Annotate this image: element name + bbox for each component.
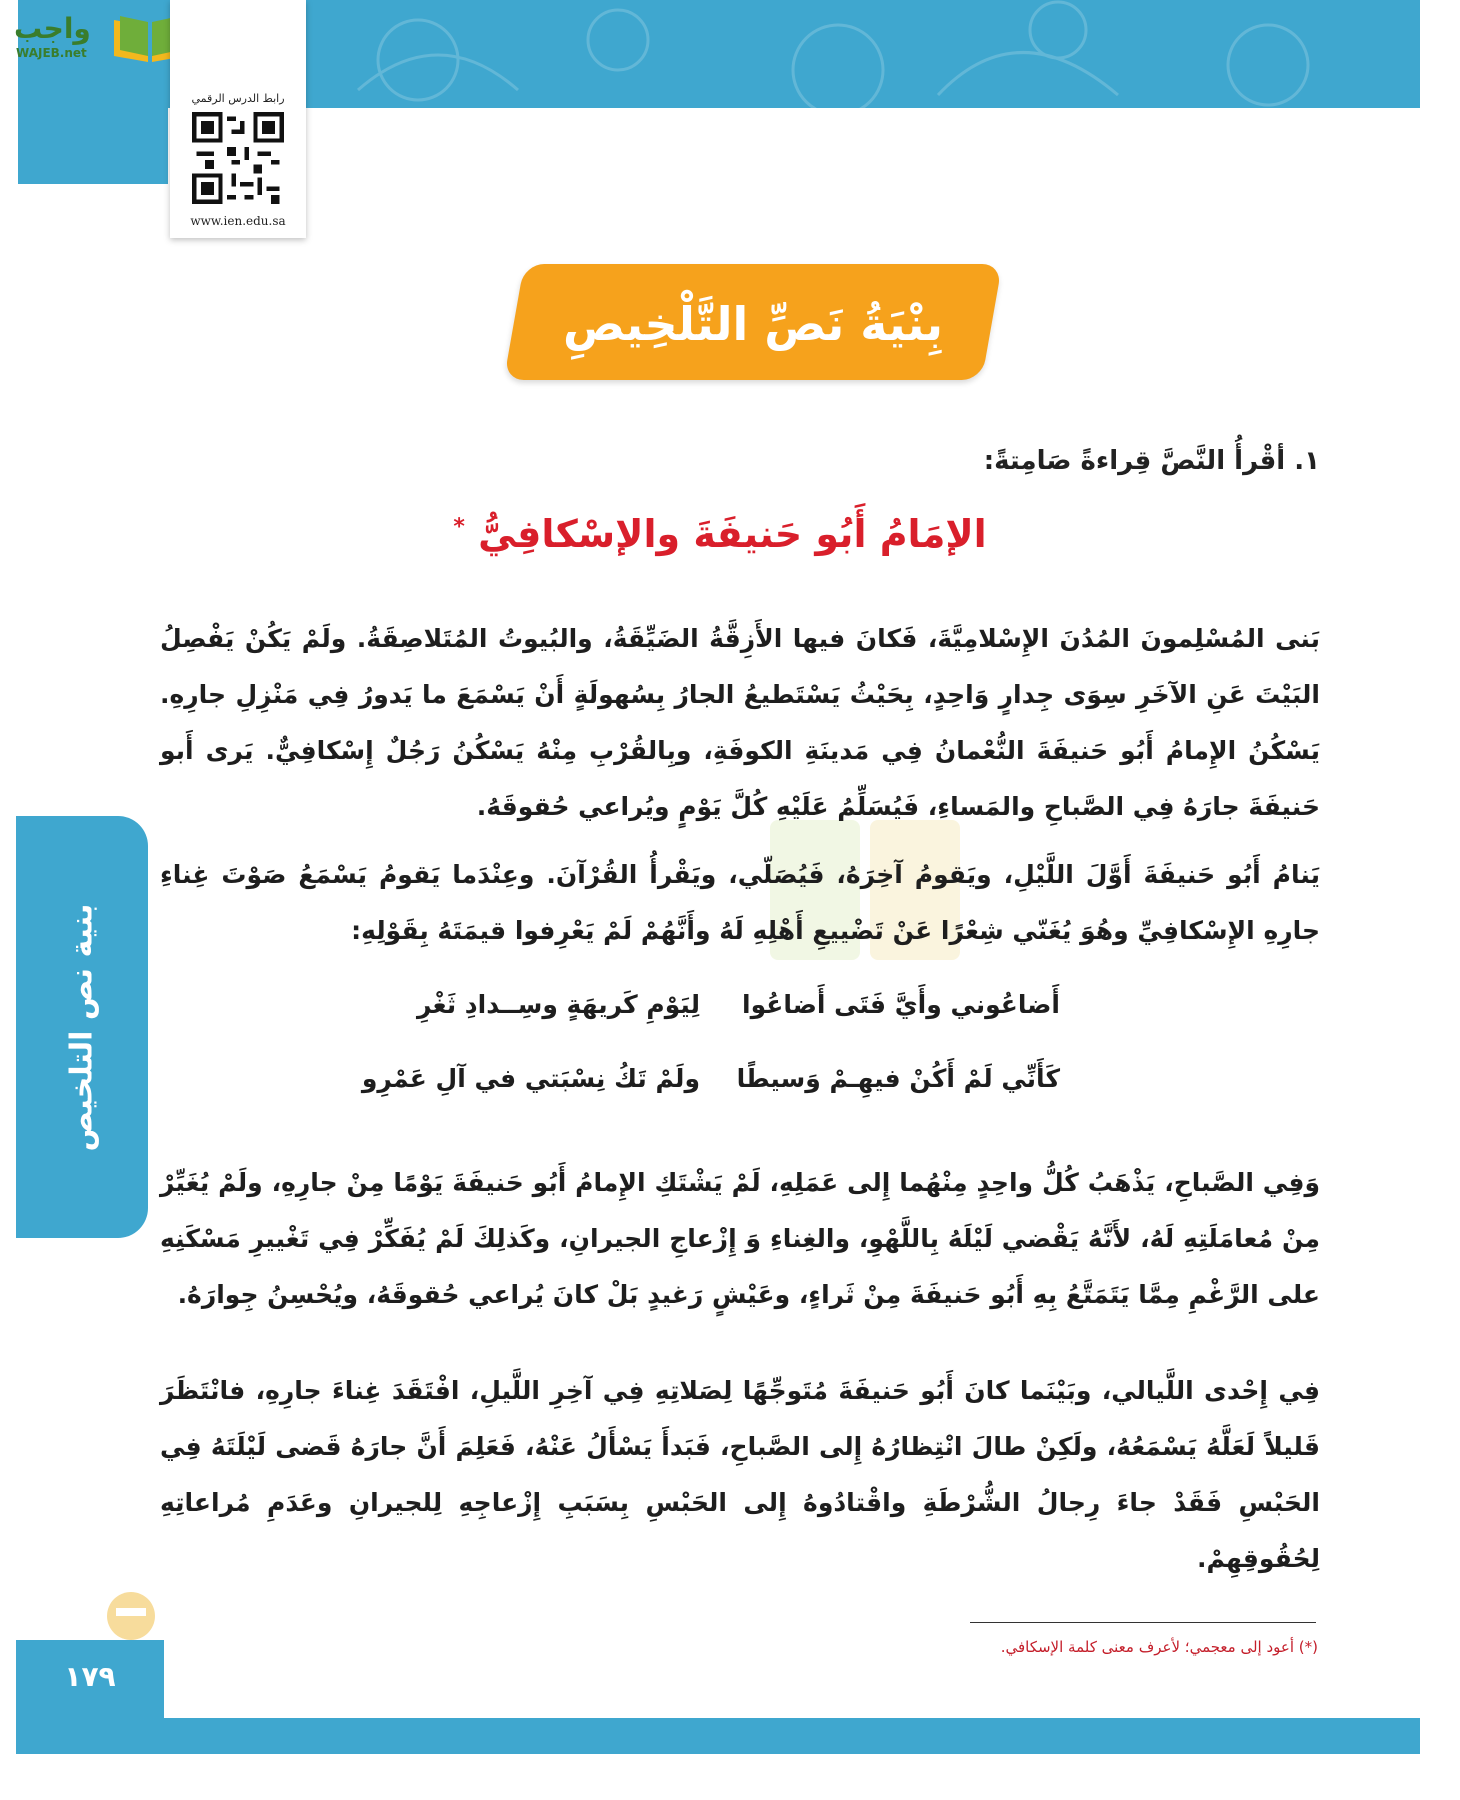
- paragraph-2: يَنامُ أَبُو حَنيفَةَ أَوَّلَ اللَّيْلِ، ويَقومُ آخِرَهُ، فَيُصَلّي، ويَقْرأُ القُرْآنَ. وعِنْدَما يَقومُ يَسْمَعُ صَوْتَ غِناءِ جارِهِ الإِسْكافِيِّ وهُوَ يُغَنّي شِعْرًا عَنْ تَضْييعِ أَهْلِهِ لَهُ وأَنَّهُمْ لَمْ يَعْرِفوا قيمَتَهُ بِقَوْلِهِ:: [160, 860, 1320, 945]
- publisher-icon: [96, 1578, 166, 1644]
- verse-2-second-half: ولَمْ تَكُ نِسْبَتي في آلِ عَمْرِو: [361, 1064, 700, 1093]
- verse-1-first-half: أَضاعُوني وأَيَّ فَتَى أَضاعُوا: [742, 990, 1060, 1019]
- story-heading: [360, 512, 1080, 556]
- side-tab-label-wrap: [16, 816, 148, 1238]
- page-number: ١٧٩: [64, 1660, 116, 1693]
- decorative-pattern: [318, 0, 1418, 108]
- paragraph-3: وَفِي الصَّباحِ، يَذْهَبُ كُلُّ واحِدٍ مِنْهُما إِلى عَمَلِهِ، لَمْ يَشْتَكِ الإِمامُ أَبُو حَنيفَةَ يَوْمًا مِنْ جارِهِ، ولَمْ يُغَيِّرْ مِنْ مُعامَلَتِهِ لَهُ، لأَنَّهُ يَقْضي لَيْلَهُ بِاللَّهْوِ، والغِناءِ وَ إِزْعاجِ الجيرانِ، وكَذلِكَ لَمْ يُفَكِّرْ فِي تَغْييرِ مَسْكَنِهِ على الرَّغْمِ مِمَّا يَتَمَتَّعُ بِهِ أَبُو حَنيفَةَ مِنْ ثَراءٍ، وعَيْشٍ رَغيدٍ بَلْ كانَ يُراعي حُقوقَهُ، ويُحْسِنُ جِوارَهُ.: [160, 1168, 1320, 1309]
- wajeb-logo[interactable]: [8, 6, 188, 66]
- banner-left-block: [18, 108, 168, 184]
- footnote: (*) أعود إلى معجمي؛ لأعرف معنى كلمة الإسكافي.: [1000, 1638, 1318, 1656]
- page-title: بِنْيَةُ نَصِّ التَّلْخِيصِ: [562, 297, 944, 351]
- bottom-bar: [16, 1718, 1420, 1754]
- paragraph-4: فِي إِحْدى اللَّيالي، وبَيْنَما كانَ أَبُو حَنيفَةَ مُتَوجِّهًا لِصَلاتِهِ فِي آخِرِ اللَّيلِ، افْتَقَدَ غِناءَ جارِهِ، فانْتَظَرَ قَليلاً لَعَلَّهُ يَسْمَعُهُ، ولَكِنْ طالَ انْتِظارُهُ إِلى الصَّباحِ، فَبَدأَ يَسْأَلُ عَنْهُ، فَعَلِمَ أَنَّ جارَهُ قَضى لَيْلَتَهُ فِي الحَبْسِ فَقَدْ جاءَ رِجالُ الشُّرْطَةِ واقْتادُوهُ إِلى الحَبْسِ بِسَبَبِ إِزْعاجِهِ لِلجيرانِ وعَدَمِ مُراعاتِهِ لِحُقُوقِهِمْ.: [160, 1376, 1320, 1573]
- side-tab-label: بنية نص التلخيص: [64, 903, 100, 1151]
- footnote-divider: [970, 1622, 1316, 1623]
- qr-label: رابط الدرس الرقمي: [191, 92, 285, 105]
- verse-2-first-half: كَأَنِّي لَمْ أَكُنْ فيهِـمْ وَسيطًا: [736, 1064, 1060, 1093]
- reading-instruction: ١. أقْرأُ النَّصَّ قِراءةً صَامِتةً:: [983, 446, 1320, 476]
- story-heading-text: الإمَامُ أَبُو حَنيفَةَ والإسْكافِيُّ: [478, 512, 987, 556]
- verse-1-second-half: لِيَوْمِ كَريهَةٍ وسِــدادِ ثَغْرِ: [417, 990, 700, 1019]
- qr-code-icon[interactable]: [192, 112, 284, 204]
- page-number-block: [16, 1640, 164, 1754]
- qr-card[interactable]: [170, 0, 306, 238]
- footnote-marker: *: [453, 514, 465, 540]
- logo-subtext: WAJEB.net: [16, 46, 87, 60]
- paragraph-1: بَنى المُسْلِمونَ المُدُنَ الإِسْلامِيَّةَ، فَكانَ فيها الأَزِقَّةُ الضَيِّقَةُ، والبُيوتُ المُتَلاصِقَةُ. ولَمْ يَكُنْ يَفْصِلُ البَيْتَ عَنِ الآخَرِ سِوَى جِدارٍ وَاحِدٍ، بِحَيْثُ يَسْتَطيعُ الجارُ بِسُهولَةٍ أَنْ يَسْمَعَ ما يَدورُ فِي مَنْزِلِ جارِهِ. يَسْكُنُ الإِمامُ أَبُو حَنيفَةَ النُّعْمانُ فِي مَدينَةِ الكوفَةِ، وبِالقُرْبِ مِنْهُ يَسْكُنُ رَجُلٌ إِسْكافِيٌّ. يَرى أَبو حَنيفَةَ جارَهُ فِي الصَّباحِ والمَساءِ، فَيُسَلِّمُ عَلَيْهِ كُلَّ يَوْمٍ ويُراعي حُقوقَهُ.: [160, 624, 1320, 821]
- qr-url[interactable]: www.ien.edu.sa: [190, 214, 286, 228]
- logo-text: واجب: [14, 12, 91, 45]
